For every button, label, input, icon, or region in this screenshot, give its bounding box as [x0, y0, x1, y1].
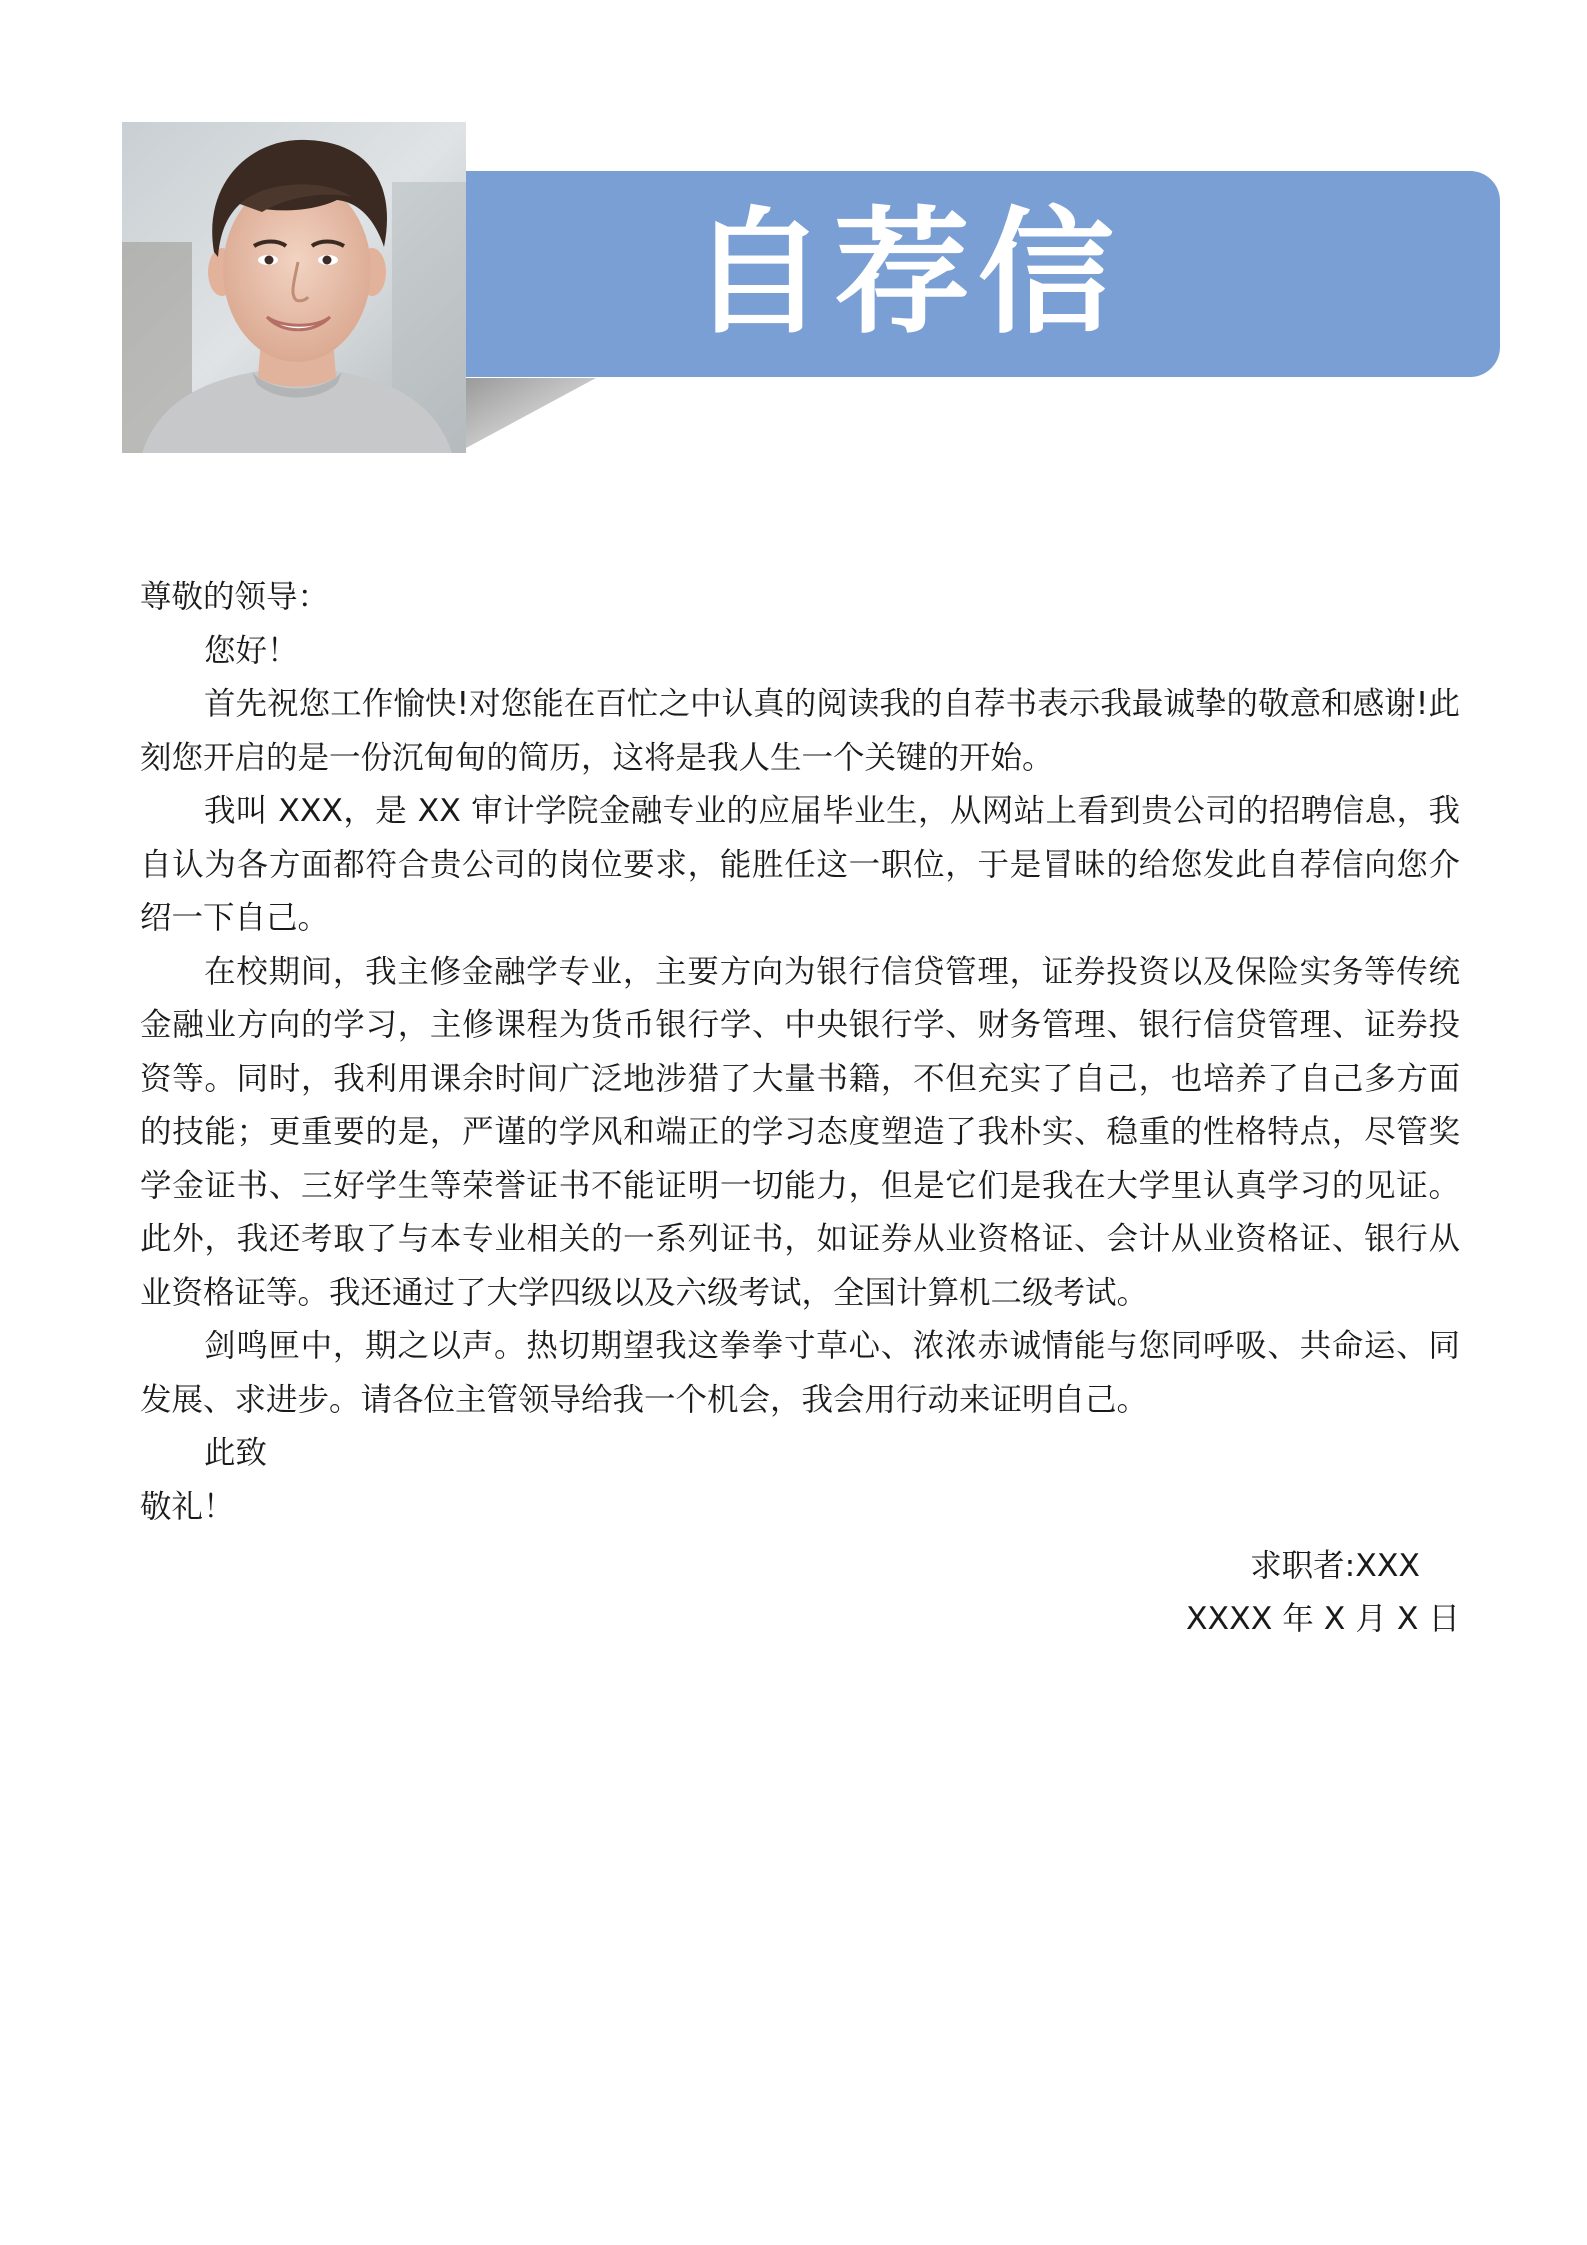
letter-paragraph: 我叫 XXX，是 XX 审计学院金融专业的应届毕业生，从网站上看到贵公司的招聘信息，我自认为各方面都符合贵公司的岗位要求，能胜任这一职位，于是冒昧的给您发此自荐信向您介绍一下自己。	[140, 793, 1460, 936]
letter-paragraph: 剑鸣匣中，期之以声。热切期望我这拳拳寸草心、浓浓赤诚情能与您同呼吸、共命运、同发展、求进步。请各位主管领导给我一个机会，我会用行动来证明自己。	[140, 1328, 1460, 1418]
signature: 求职者:XXX	[1250, 1548, 1420, 1584]
letter-closing-1: 此致	[204, 1435, 268, 1471]
banner-fold-shadow	[466, 378, 596, 448]
letter-date: XXXX 年 X 月 X 日	[1185, 1601, 1460, 1637]
letter-body	[140, 571, 1460, 1534]
letter-paragraph: 首先祝您工作愉快!对您能在百忙之中认真的阅读我的自荐书表示我最诚挚的敬意和感谢!此刻您开启的是一份沉甸甸的简历，这将是我人生一个关键的开始。	[140, 686, 1460, 776]
letter-salutation: 尊敬的领导：	[140, 579, 330, 615]
portrait-photo-image	[122, 122, 466, 453]
page-title: 自荐信	[690, 195, 1122, 353]
portrait-photo	[122, 122, 466, 453]
letter-closing-2: 敬礼！	[140, 1488, 235, 1525]
letter-greeting: 您好！	[204, 632, 299, 669]
letter-paragraph: 在校期间，我主修金融学专业，主要方向为银行信贷管理，证券投资以及保险实务等传统金融业方向的学习，主修课程为货币银行学、中央银行学、财务管理、银行信贷管理、证券投资等。同时，我利用课余时间广泛地涉猎了大量书籍，不但充实了自己，也培养了自己多方面的技能；更重要的是，严谨的学风和端正的学习态度塑造了我朴实、稳重的性格特点，尽管奖学金证书、三好学生等荣誉证书不能证明一切能力，但是它们是我在大学里认真学习的见证。此外，我还考取了与本专业相关的一系列证书，如证券从业资格证、会计从业资格证、银行从业资格证等。我还通过了大学四级以及六级考试，全国计算机二级考试。	[140, 953, 1460, 1311]
title-banner	[466, 171, 1500, 377]
